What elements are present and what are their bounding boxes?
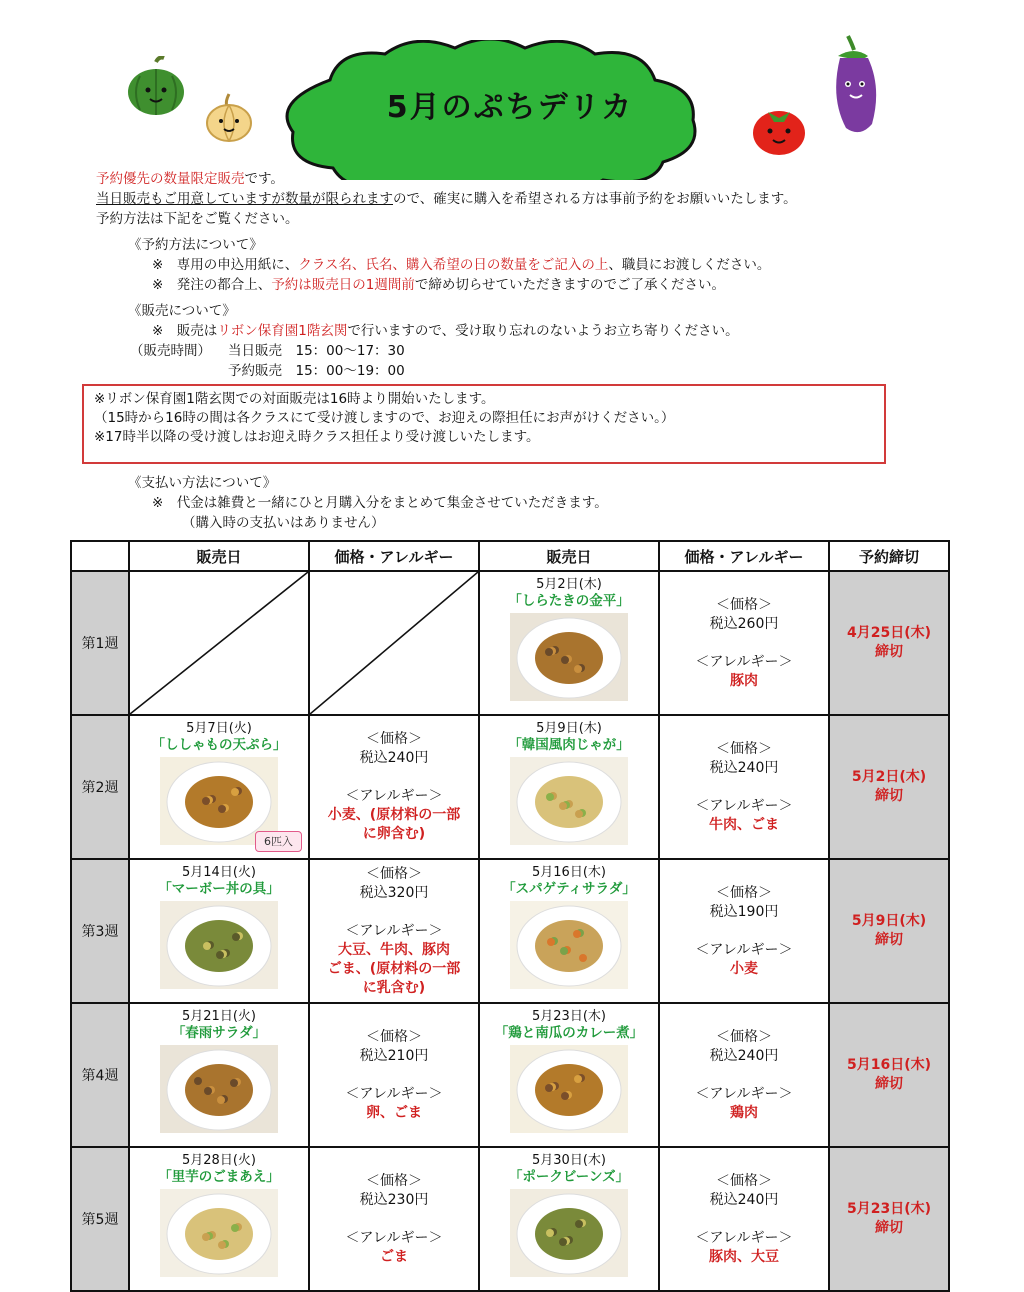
intro-line-1 [96,170,284,189]
thu-sale-date-cell [479,859,659,1003]
spacer [660,634,828,653]
header-deadline: 予約締切 [829,541,949,571]
dish-photo [510,1189,628,1277]
table-row [71,715,949,859]
dish-name: 「ポークビーンズ」 [508,1169,630,1185]
dish-name: 「しらたきの金平」 [508,593,630,609]
reservation-note-1-a: ※ 専用の申込用紙に、 [152,257,299,273]
price-label: ＜価格＞ [716,1028,772,1045]
allergy-label: ＜アレルギー＞ [345,1229,443,1246]
sale-date: 5月9日(木) [536,721,602,736]
quantity-badge: 6匹入 [255,831,302,852]
tue-sale-date-cell [129,859,309,1003]
dish-name: 「春雨サラダ」 [171,1025,267,1041]
header-price-allergy-thu: 価格・アレルギー [659,541,829,571]
spacer [660,1066,828,1085]
allergy-label: ＜アレルギー＞ [695,797,793,814]
notice-line-2: （15時から16時の間は各クラスにて受け渡しますので、お迎えの際担任にお声がけください。） [94,410,675,426]
allergy-label: ＜アレルギー＞ [695,941,793,958]
payment-note-2: （購入時の支払いはありません） [182,515,385,531]
allergy-value: に乳含む) [362,979,426,996]
deadline-suffix: 締切 [875,932,903,948]
header-sale-date-tue: 販売日 [129,541,309,571]
price-label: ＜価格＞ [366,731,422,747]
thu-sale-date-cell [479,1147,659,1291]
price-label: ＜価格＞ [366,865,422,882]
sale-date: 5月2日(木) [536,577,602,592]
header-sale-date-thu: 販売日 [479,541,659,571]
thu-price-allergy-cell [659,1003,829,1147]
intro-line-3: 予約方法は下記をご覧ください。 [96,211,299,227]
reservation-deadline [829,715,949,859]
reservation-note-1-highlight: クラス名、氏名、購入希望の日の数量をご記入の上 [298,257,609,273]
header-price-allergy-tue: 価格・アレルギー [309,541,479,571]
thu-sale-date-cell [479,1003,659,1147]
onion-icon [202,90,256,144]
allergy-value: 豚肉、大豆 [709,1248,779,1265]
tue-sale-date-cell [129,1003,309,1147]
sales-note-1 [152,322,739,341]
week-label: 第5週 [71,1147,129,1291]
tue-price-empty-cell [309,571,479,715]
price-value: 税込240円 [709,1047,779,1064]
payment-heading: 《支払い方法について》 [128,475,277,491]
allergy-value: 小麦、(原材料の一部 [327,807,461,823]
table-row [71,1147,949,1291]
sales-hours-label: （販売時間） [130,343,211,359]
deadline-date: 5月9日(木) [851,913,927,929]
menu-table [70,540,950,1292]
deadline-suffix: 締切 [875,644,903,660]
intro-line-1-rest: です。 [244,171,284,187]
sale-date: 5月30日(木) [532,1153,606,1168]
diagonal-slash [310,572,478,714]
week-label: 第3週 [71,859,129,1003]
sale-date: 5月28日(火) [182,1153,256,1168]
allergy-value: ごま、(原材料の一部 [327,960,461,977]
price-value: 税込190円 [709,903,779,920]
tue-price-allergy-cell [309,859,479,1003]
reservation-note-2 [152,276,725,295]
deadline-date: 4月25日(木) [846,625,932,641]
notice-line-3: ※17時半以降の受け渡しはお迎え時クラス担任より受け渡しいたします。 [94,429,540,445]
table-header-row [71,541,949,571]
sale-date: 5月14日(火) [182,865,256,880]
dish-photo [510,757,628,845]
tue-empty-cell [129,571,309,715]
reserved-hours: 予約販売 15：00～19：00 [228,363,405,379]
dish-photo [160,1189,278,1277]
sales-note-1-c: で行いますので、受け取り忘れのないようお立ち寄りください。 [347,323,739,339]
intro-limited-quantity: 数量が限られます [285,191,393,207]
allergy-value: 卵、ごま [366,1104,422,1121]
price-value: 税込240円 [709,759,779,776]
spacer [310,768,478,787]
allergy-label: ＜アレルギー＞ [345,922,443,939]
allergy-value: 大豆、牛肉、豚肉 [338,941,450,958]
tue-sale-date-cell [129,1147,309,1291]
price-value: 税込210円 [359,1047,429,1064]
thu-price-allergy-cell [659,571,829,715]
table-row [71,571,949,715]
dish-name: 「マーボー丼の具」 [158,881,280,897]
tue-price-allergy-cell [309,715,479,859]
thu-sale-date-cell [479,715,659,859]
spacer [310,1210,478,1229]
thu-price-allergy-cell [659,1147,829,1291]
intro-same-day-note: 当日販売もご用意していますが [96,191,285,207]
reservation-deadline [829,571,949,715]
allergy-label: ＜アレルギー＞ [345,1085,443,1102]
dish-photo [510,613,628,701]
deadline-suffix: 締切 [875,1220,903,1236]
allergy-value: ごま [380,1248,408,1265]
notice-line-1: ※リボン保育園1階玄関での対面販売は16時より開始いたします。 [94,391,495,407]
deadline-date: 5月16日(木) [846,1057,932,1073]
allergy-value: 豚肉 [730,672,758,689]
reservation-note-2-c: で締め切らせていただきますのでご了承ください。 [414,277,726,293]
pumpkin-icon [126,56,186,118]
thu-price-allergy-cell [659,859,829,1003]
allergy-label: ＜アレルギー＞ [695,653,793,670]
intro-line-2 [96,190,797,209]
spacer [310,903,478,922]
tue-sale-date-cell [129,715,309,859]
spacer [660,778,828,797]
table-row [71,1003,949,1147]
spacer [660,1210,828,1229]
allergy-value: 牛肉、ごま [709,816,779,833]
price-label: ＜価格＞ [716,596,772,613]
payment-note-1: ※ 代金は雑費と一緒にひと月購入分をまとめて集金させていただきます。 [152,495,608,511]
dish-photo [510,1045,628,1133]
dish-name: 「韓国風肉じゃが」 [508,737,630,753]
price-value: 税込230円 [359,1191,429,1208]
table-row [71,859,949,1003]
price-label: ＜価格＞ [716,740,772,757]
dish-name: 「スパゲティサラダ」 [502,881,636,897]
allergy-label: ＜アレルギー＞ [695,1229,793,1246]
sales-heading: 《販売について》 [128,303,236,319]
dish-name: 「里芋のごまあえ」 [158,1169,280,1185]
dish-name: 「ししゃもの天ぷら」 [151,737,287,753]
dish-photo [160,1045,278,1133]
page-title: 5月のぷちデリカ [386,90,634,125]
reservation-note-1 [152,256,770,275]
sale-date: 5月21日(火) [182,1009,256,1024]
allergy-label: ＜アレルギー＞ [345,788,443,804]
price-value: 税込260円 [709,615,779,632]
thu-sale-date-cell [479,571,659,715]
deadline-date: 5月23日(木) [846,1201,932,1217]
eggplant-icon [824,32,882,136]
thu-price-allergy-cell [659,715,829,859]
allergy-label: ＜アレルギー＞ [695,1085,793,1102]
sales-note-1-a: ※ 販売は [152,323,218,339]
sale-date: 5月23日(木) [532,1009,606,1024]
week-label: 第4週 [71,1003,129,1147]
allergy-value: 小麦 [730,960,758,977]
sale-date: 5月7日(火) [186,721,252,736]
spacer [660,922,828,941]
dish-name: 「鶏と南瓜のカレー煮」 [494,1025,644,1041]
reservation-note-2-a: ※ 発注の都合上、 [152,277,272,293]
same-day-hours: 当日販売 15：00～17：30 [228,343,405,359]
reservation-deadline [829,859,949,1003]
dish-photo [160,901,278,989]
diagonal-slash [130,572,308,714]
deadline-suffix: 締切 [875,1076,903,1092]
notice-box [82,384,886,464]
intro-line-2-rest: ので、確実に購入を希望される方は事前予約をお願いいたします。 [393,191,797,207]
reservation-deadline [829,1147,949,1291]
sale-date: 5月16日(木) [532,865,606,880]
price-value: 税込240円 [709,1191,779,1208]
deadline-suffix: 締切 [875,788,903,804]
tue-price-allergy-cell [309,1003,479,1147]
dish-photo [510,901,628,989]
reservation-note-1-c: 、職員にお渡しください。 [608,257,771,273]
price-label: ＜価格＞ [716,1172,772,1189]
price-label: ＜価格＞ [716,884,772,901]
reservation-heading: 《予約方法について》 [128,237,263,253]
reservation-note-2-highlight: 予約は販売日の1週間前 [271,277,415,293]
week-label: 第1週 [71,571,129,715]
price-value: 税込320円 [359,884,429,901]
reservation-deadline [829,1003,949,1147]
allergy-value: 鶏肉 [730,1104,758,1121]
price-label: ＜価格＞ [366,1172,422,1189]
price-label: ＜価格＞ [366,1028,422,1045]
header-blank [71,541,129,571]
allergy-value: に卵含む) [362,826,426,842]
sales-location-highlight: リボン保育園1階玄関 [217,323,348,339]
week-label: 第2週 [71,715,129,859]
tomato-icon [750,100,808,158]
limited-sale-highlight: 予約優先の数量限定販売 [96,171,245,187]
price-value: 税込240円 [359,750,429,766]
tue-price-allergy-cell [309,1147,479,1291]
deadline-date: 5月2日(木) [851,769,927,785]
spacer [310,1066,478,1085]
